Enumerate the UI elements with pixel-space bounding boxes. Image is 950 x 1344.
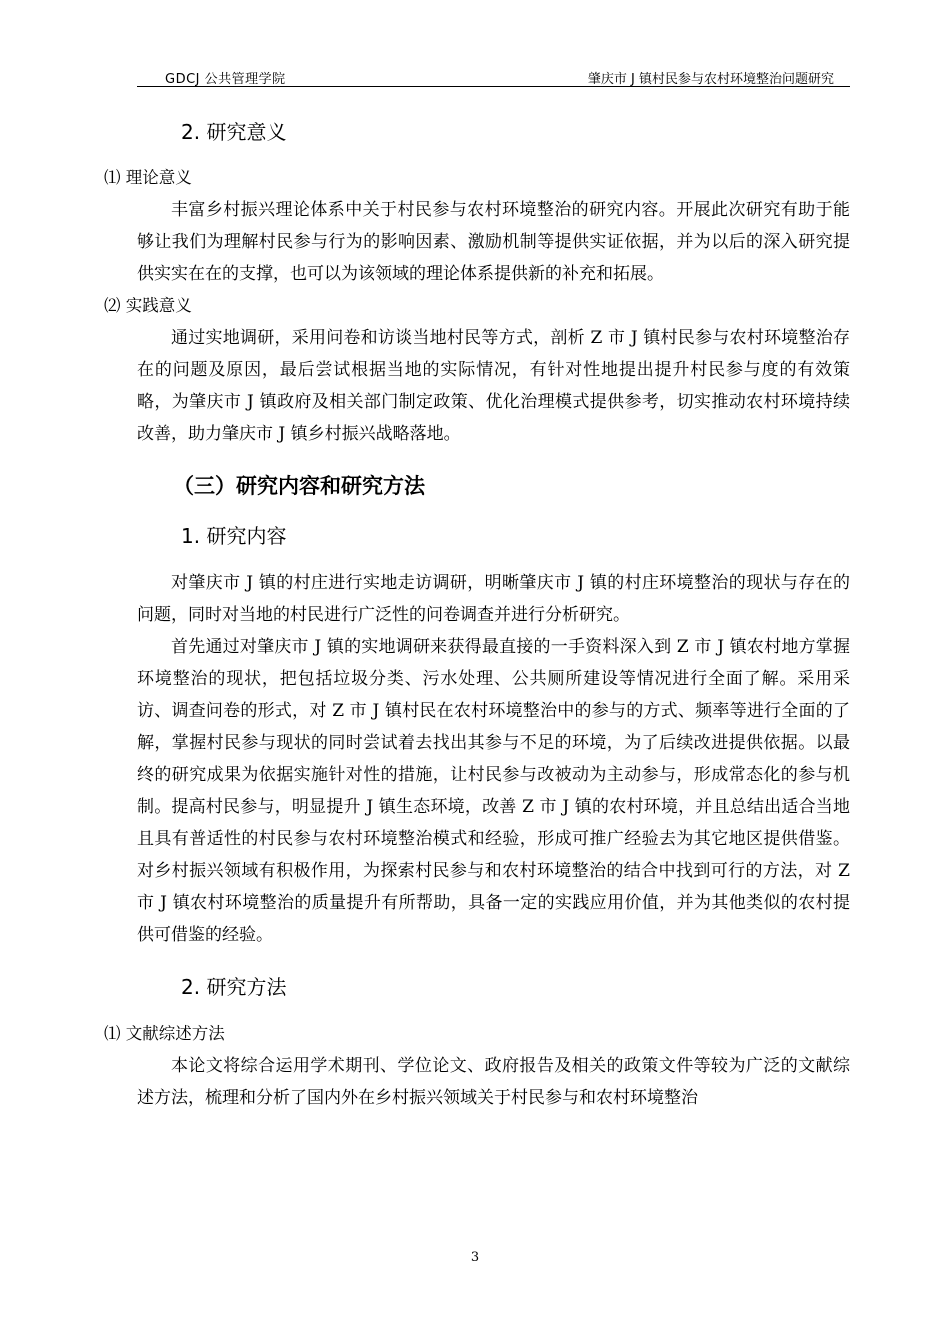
page-number: 3 <box>470 1250 480 1265</box>
paragraph-research-content-1: 对肇庆市 J 镇的村庄进行实地走访调研，明晰肇庆市 J 镇的村庄环境整治的现状与存在的问题，同时对当地的村民进行广泛性的问卷调查并进行分析研究。 <box>137 573 850 625</box>
heading-research-content: 1. 研究内容 <box>181 524 287 548</box>
paragraph-practical-significance: 通过实地调研，采用问卷和访谈当地村民等方式，剖析 Z 市 J 镇村民参与农村环境整治存在的问题及原因，最后尝试根据当地的实际情况，有针对性地提出提升村民参与度的有效策略，为肇庆市 J 镇政府及相关部门制定政策、优化治理模式提供参考，切实推动农村环境持续改善，助力肇庆市 J 镇乡村振兴战略落地。 <box>137 328 850 444</box>
page-body <box>104 100 850 1114</box>
header-paper-title: 肇庆市 J 镇村民参与农村环境整治问题研究 <box>587 72 834 87</box>
item-literature-review-method: ⑴ 文献综述方法 <box>104 1024 225 1043</box>
item-practical-significance: ⑵ 实践意义 <box>104 296 192 315</box>
heading-research-methods: 2. 研究方法 <box>181 975 287 999</box>
paragraph-theoretical-significance: 丰富乡村振兴理论体系中关于村民参与农村环境整治的研究内容。开展此次研究有助于能够让我们为理解村民参与行为的影响因素、激励机制等提供实证依据，并为以后的深入研究提供实实在在的支撑，也可以为该领域的理论体系提供新的补充和拓展。 <box>137 200 850 284</box>
paragraph-literature-review-method: 本论文将综合运用学术期刊、学位论文、政府报告及相关的政策文件等较为广泛的文献综述方法，梳理和分析了国内外在乡村振兴领域关于村民参与和农村环境整治 <box>137 1056 850 1108</box>
header-institution: GDCJ 公共管理学院 <box>165 72 286 87</box>
item-theoretical-significance: ⑴ 理论意义 <box>104 168 192 187</box>
heading-section-3: （三）研究内容和研究方法 <box>173 474 425 498</box>
paragraph-research-content-2: 首先通过对肇庆市 J 镇的实地调研来获得最直接的一手资料深入到 Z 市 J 镇农村地方掌握环境整治的现状，把包括垃圾分类、污水处理、公共厕所建设等情况进行全面了解。采用采访、调查问卷的形式，对 Z 市 J 镇村民在农村环境整治中的参与的方式、频率等进行全面的了解，掌握村民参与现状的同时尝试着去找出其参与不足的环境，为了后续改进提供依据。以最终的研究成果为依据实施针对性的措施，让村民参与改被动为主动参与，形成常态化的参与机制。提高村民参与，明显提升 J 镇生态环境，改善 Z 市 J 镇的农村环境，并且总结出适合当地且具有普适性的村民参与农村环境整治模式和经验，形成可推广经验去为其它地区提供借鉴。对乡村振兴领域有积极作用，为探索村民参与和农村环境整治的结合中找到可行的方法，对 Z 市 J 镇农村环境整治的质量提升有所帮助，具备一定的实践应用价值，并为其他类似的农村提供可借鉴的经验。 <box>137 637 850 945</box>
heading-research-significance: 2. 研究意义 <box>181 120 287 144</box>
page-header <box>137 66 850 87</box>
